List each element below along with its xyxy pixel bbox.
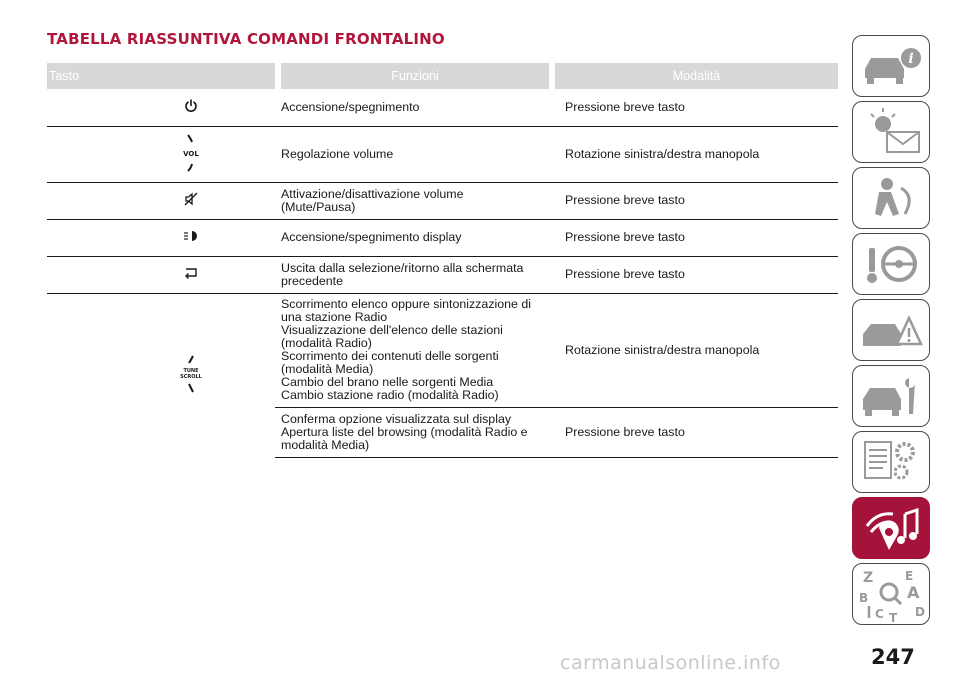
tab-starting-driving[interactable] (852, 233, 930, 295)
text-line: Cambio stazione radio (modalità Radio) (281, 388, 499, 402)
text-line: Visualizzazione dell'elenco delle stazioni (281, 323, 503, 337)
index-letter: A (907, 583, 920, 602)
car-info-icon (853, 36, 929, 96)
tune-scroll-knob-icon (176, 354, 206, 394)
commands-table (47, 63, 838, 458)
index-letter: D (915, 605, 925, 619)
index-letter: E (905, 569, 914, 583)
text-line: Conferma opzione visualizzata sul display (281, 411, 512, 426)
page-number: 247 (871, 645, 915, 669)
table-header-row (47, 63, 838, 89)
table-row (47, 89, 838, 126)
svg-text:i: i (908, 51, 914, 67)
key-cell (47, 182, 275, 219)
multimedia-music-icon (853, 498, 929, 558)
vol-label: VOL (183, 149, 199, 158)
key-cell (47, 219, 275, 256)
key-cell (47, 89, 275, 126)
mode-text: Rotazione sinistra/destra manopola (555, 293, 838, 407)
power-icon (184, 99, 198, 113)
warning-light-envelope-icon (853, 102, 929, 162)
table-row (47, 182, 838, 219)
text-line: Uscita dalla selezione/ritorno alla schermata (281, 260, 524, 275)
text-line: una stazione Radio (281, 310, 388, 324)
key-cell (47, 126, 275, 182)
function-text: Accensione/spegnimento display (281, 219, 549, 256)
tab-multimedia[interactable] (852, 497, 930, 559)
tune-label: TUNE (183, 367, 199, 374)
tab-emergency[interactable] (852, 299, 930, 361)
text-line: Apertura liste del browsing (modalità Radio e (281, 424, 528, 439)
key-cell (47, 256, 275, 293)
table-row (47, 256, 838, 293)
tab-maintenance[interactable] (852, 365, 930, 427)
tab-car-info[interactable] (852, 35, 930, 97)
table-row (47, 293, 838, 407)
function-text (281, 293, 549, 407)
table-row (47, 219, 838, 256)
page-title: TABELLA RIASSUNTIVA COMANDI FRONTALINO (47, 30, 445, 48)
checklist-gears-icon (853, 432, 929, 492)
display-icon (183, 229, 199, 243)
function-text: Attivazione/disattivazione volume (Mute/Pausa) (281, 182, 549, 219)
index-letter: Z (863, 570, 874, 586)
mute-icon (184, 192, 198, 206)
text-line: modalità Media) (281, 437, 370, 452)
text-line: Scorrimento dei contenuti delle sorgenti (281, 349, 499, 363)
steering-wheel-key-icon (853, 234, 929, 294)
mode-text: Pressione breve tasto (555, 182, 838, 219)
function-text: Accensione/spegnimento (281, 99, 420, 114)
watermark: carmanualsonline.info (560, 652, 781, 674)
alphabetical-index-icon (853, 564, 929, 624)
text-line: (modalità Media) (281, 362, 374, 376)
mode-text: Pressione breve tasto (565, 99, 685, 114)
text-line: precedente (281, 273, 344, 288)
table-row (47, 126, 838, 182)
function-text (281, 256, 549, 293)
index-letter: C (875, 607, 884, 621)
volume-knob-icon (178, 133, 204, 173)
mode-text: Pressione breve tasto (555, 256, 838, 293)
back-icon (183, 267, 199, 279)
header-modalita: Modalità (555, 63, 838, 89)
chapter-tabs (852, 35, 932, 629)
header-funzioni: Funzioni (281, 63, 549, 89)
car-service-wrench-icon (853, 366, 929, 426)
tab-warning-lights[interactable] (852, 101, 930, 163)
tab-technical-data[interactable] (852, 431, 930, 493)
function-text: Regolazione volume (281, 126, 549, 182)
index-letter: B (859, 591, 869, 605)
header-tasto: Tasto (47, 63, 275, 89)
text-line: Cambio del brano nelle sorgenti Media (281, 375, 494, 389)
seat-airbag-icon (853, 168, 929, 228)
key-cell (47, 293, 275, 457)
mode-text: Rotazione sinistra/destra manopola (555, 126, 838, 182)
car-crash-warning-icon (853, 300, 929, 360)
tab-index[interactable] (852, 563, 930, 625)
text-line: (modalità Radio) (281, 336, 372, 350)
tab-safety[interactable] (852, 167, 930, 229)
mode-text: Pressione breve tasto (555, 407, 838, 457)
function-text (281, 407, 549, 457)
index-letter: T (889, 611, 898, 624)
mode-text: Pressione breve tasto (555, 219, 838, 256)
text-line: Scorrimento elenco oppure sintonizzazione di (281, 297, 532, 311)
scroll-label: SCROLL (180, 373, 202, 380)
